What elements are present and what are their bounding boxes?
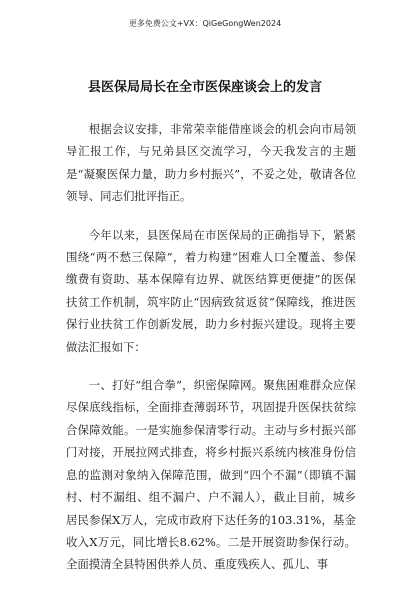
document-title: 县医保局局长在全市医保座谈会上的发言 bbox=[87, 80, 322, 95]
header-note: 更多免费公文+VX：QiGeGongWen2024 bbox=[128, 19, 282, 28]
paragraph-intro: 根据会议安排，非常荣幸能借座谈会的机会向市局领导汇报工作，与兄弟县区交流学习，今天我发言的主题是“凝聚医保力量，助力乡村振兴”，不妥之处，敬请各位领导、同志们批评指正。 bbox=[66, 122, 356, 204]
paragraph-section-one: 一、打好“组合拳”，织密保障网。聚焦困难群众应保尽保底线指标，全面排查薄弱环节，巩固提升医保扶贫综合保障效能。一是实施参保清零行动。主动与乡村振兴部门对接，开展拉网式排查，将乡村振兴系统内核准身份信息的监测对象纳入保障范围，做到“四个不漏”（即镇不漏村、村不漏组、组不漏户、户不漏人），截止目前，城乡居民参保X万人，完成市政府下达任务的103.31%，基金收入X万元，同比增长8.62%。二是开展资助参保行动。全面摸清全县特困供养人员、重度残疾人、孤儿、事 bbox=[66, 378, 356, 572]
paragraph-overview: 今年以来，县医保局在市医保局的正确指导下，紧紧围绕“两不愁三保障”，着力构建“困难人口全覆盖、参保缴费有资助、基本保障有边界、就医结算更便捷”的医保扶贫工作机制，筑牢防止“因病致贫返贫”保障线，推进医保行业扶贫工作创新发展，助力乡村振兴建设。现将主要做法汇报如下： bbox=[66, 227, 356, 354]
document-body bbox=[66, 118, 356, 592]
